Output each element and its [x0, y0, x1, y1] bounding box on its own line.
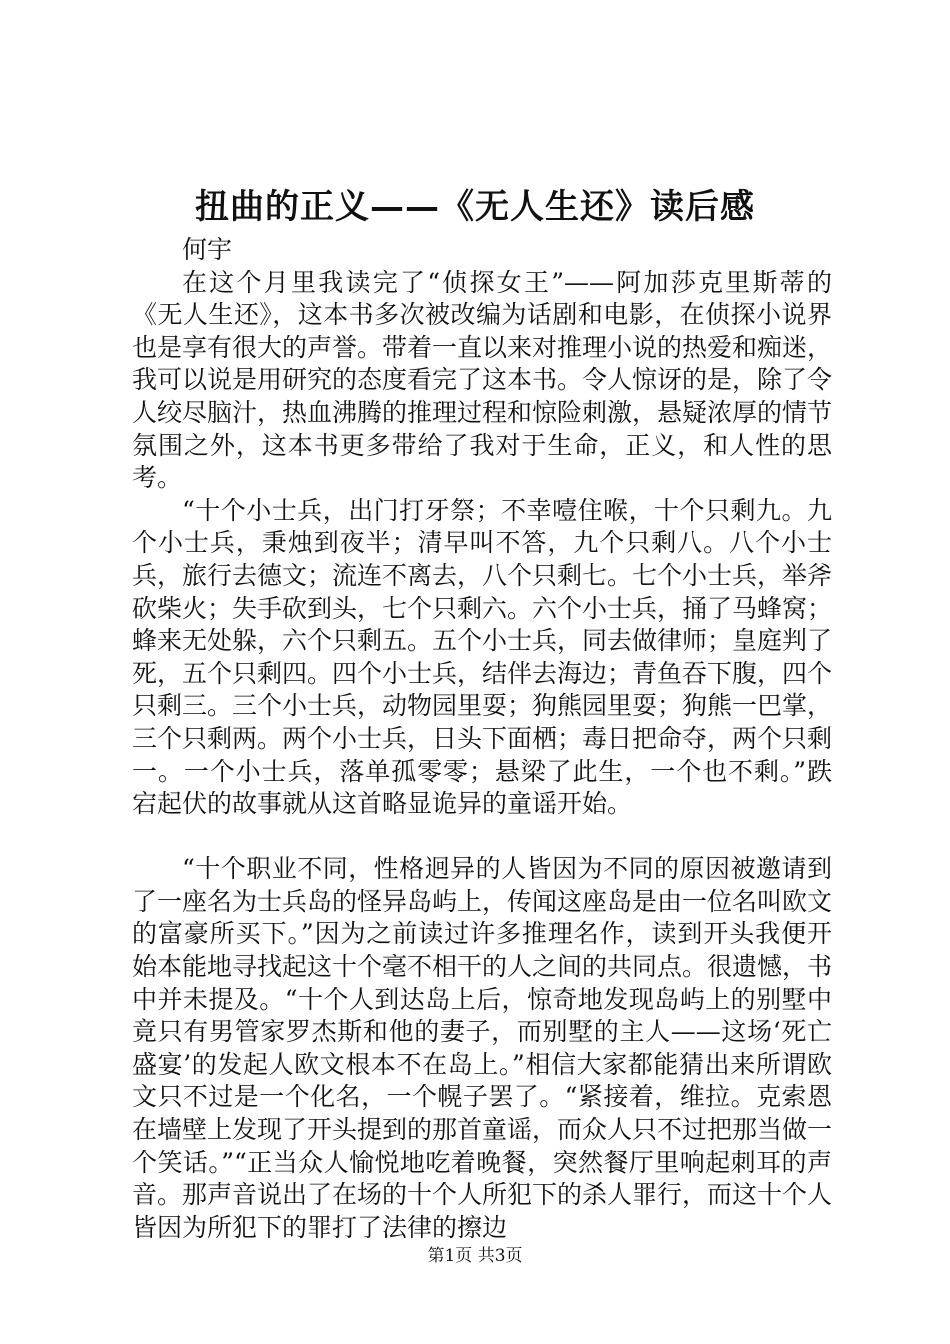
paragraph-nursery-rhyme: “十个小士兵，出门打牙祭；不幸噎住喉，十个只剩九。九个小士兵，秉烛到夜半；清早叫不答，九个只剩八。八个小士兵，旅行去德文；流连不离去，八个只剩七。七个小士兵，举斧砍柴火；失手砍到头，七个只剩六。六个小士兵，捅了马蜂窝；蜂来无处躲，六个只剩五。五个小士兵，同去做律师；皇庭判了死，五个只剩四。四个小士兵，结伴去海边；青鱼吞下腹，四个只剩三。三个小士兵，动物园里耍；狗熊园里耍；狗熊一巴掌，三个只剩两。两个小士兵，日头下面栖；毒日把命夺，两个只剩一。一个小士兵，落单孤零零；悬梁了此生，一个也不剩。”跌宕起伏的故事就从这首略显诡异的童谣开始。 — [132, 495, 833, 819]
document-title: 扭曲的正义——《无人生还》读后感 — [195, 187, 755, 227]
author-name: 何宇 — [182, 235, 233, 264]
document-body — [132, 234, 832, 1244]
paragraph-intro: 在这个月里我读完了“侦探女王”——阿加莎克里斯蒂的《无人生还》，这本书多次被改编为话剧和电影，在侦探小说界也是享有很大的声誉。带着一直以来对推理小说的热爱和痴迷，我可以说是用研究的态度看完了这本书。令人惊讶的是，除了令人绞尽脑汁，热血沸腾的推理过程和惊险刺激，悬疑浓厚的情节氛围之外，这本书更多带给了我对于生命，正义，和人性的思考。 — [132, 267, 833, 493]
paragraph-plot: “十个职业不同，性格迥异的人皆因为不同的原因被邀请到了一座名为士兵岛的怪异岛屿上，传闻这座岛是由一位名叫欧文的富豪所买下。”因为之前读过许多推理名作，读到开头我便开始本能地寻找起这十个毫不相干的人之间的共同点。很遗憾，书中并未提及。“十个人到达岛上后，惊奇地发现岛屿上的别墅中竟只有男管家罗杰斯和他的妻子，而别墅的主人——这场‘死亡盛宴’的发起人欧文根本不在岛上。”相信大家都能猜出来所谓欧文只不过是一个化名，一个幌子罢了。“紧接着，维拉。克索恩在墙壁上发现了开头提到的那首童谣，而众人只不过把那当做一个笑话。”“正当众人愉悦地吃着晚餐，突然餐厅里响起刺耳的声音。那声音说出了在场的十个人所犯下的杀人罪行，而这十个人皆因为所犯下的罪打了法律的擦边 — [132, 854, 833, 1242]
paragraph-spacer — [132, 821, 832, 854]
page-footer: 第1页 共3页 — [427, 1246, 523, 1266]
